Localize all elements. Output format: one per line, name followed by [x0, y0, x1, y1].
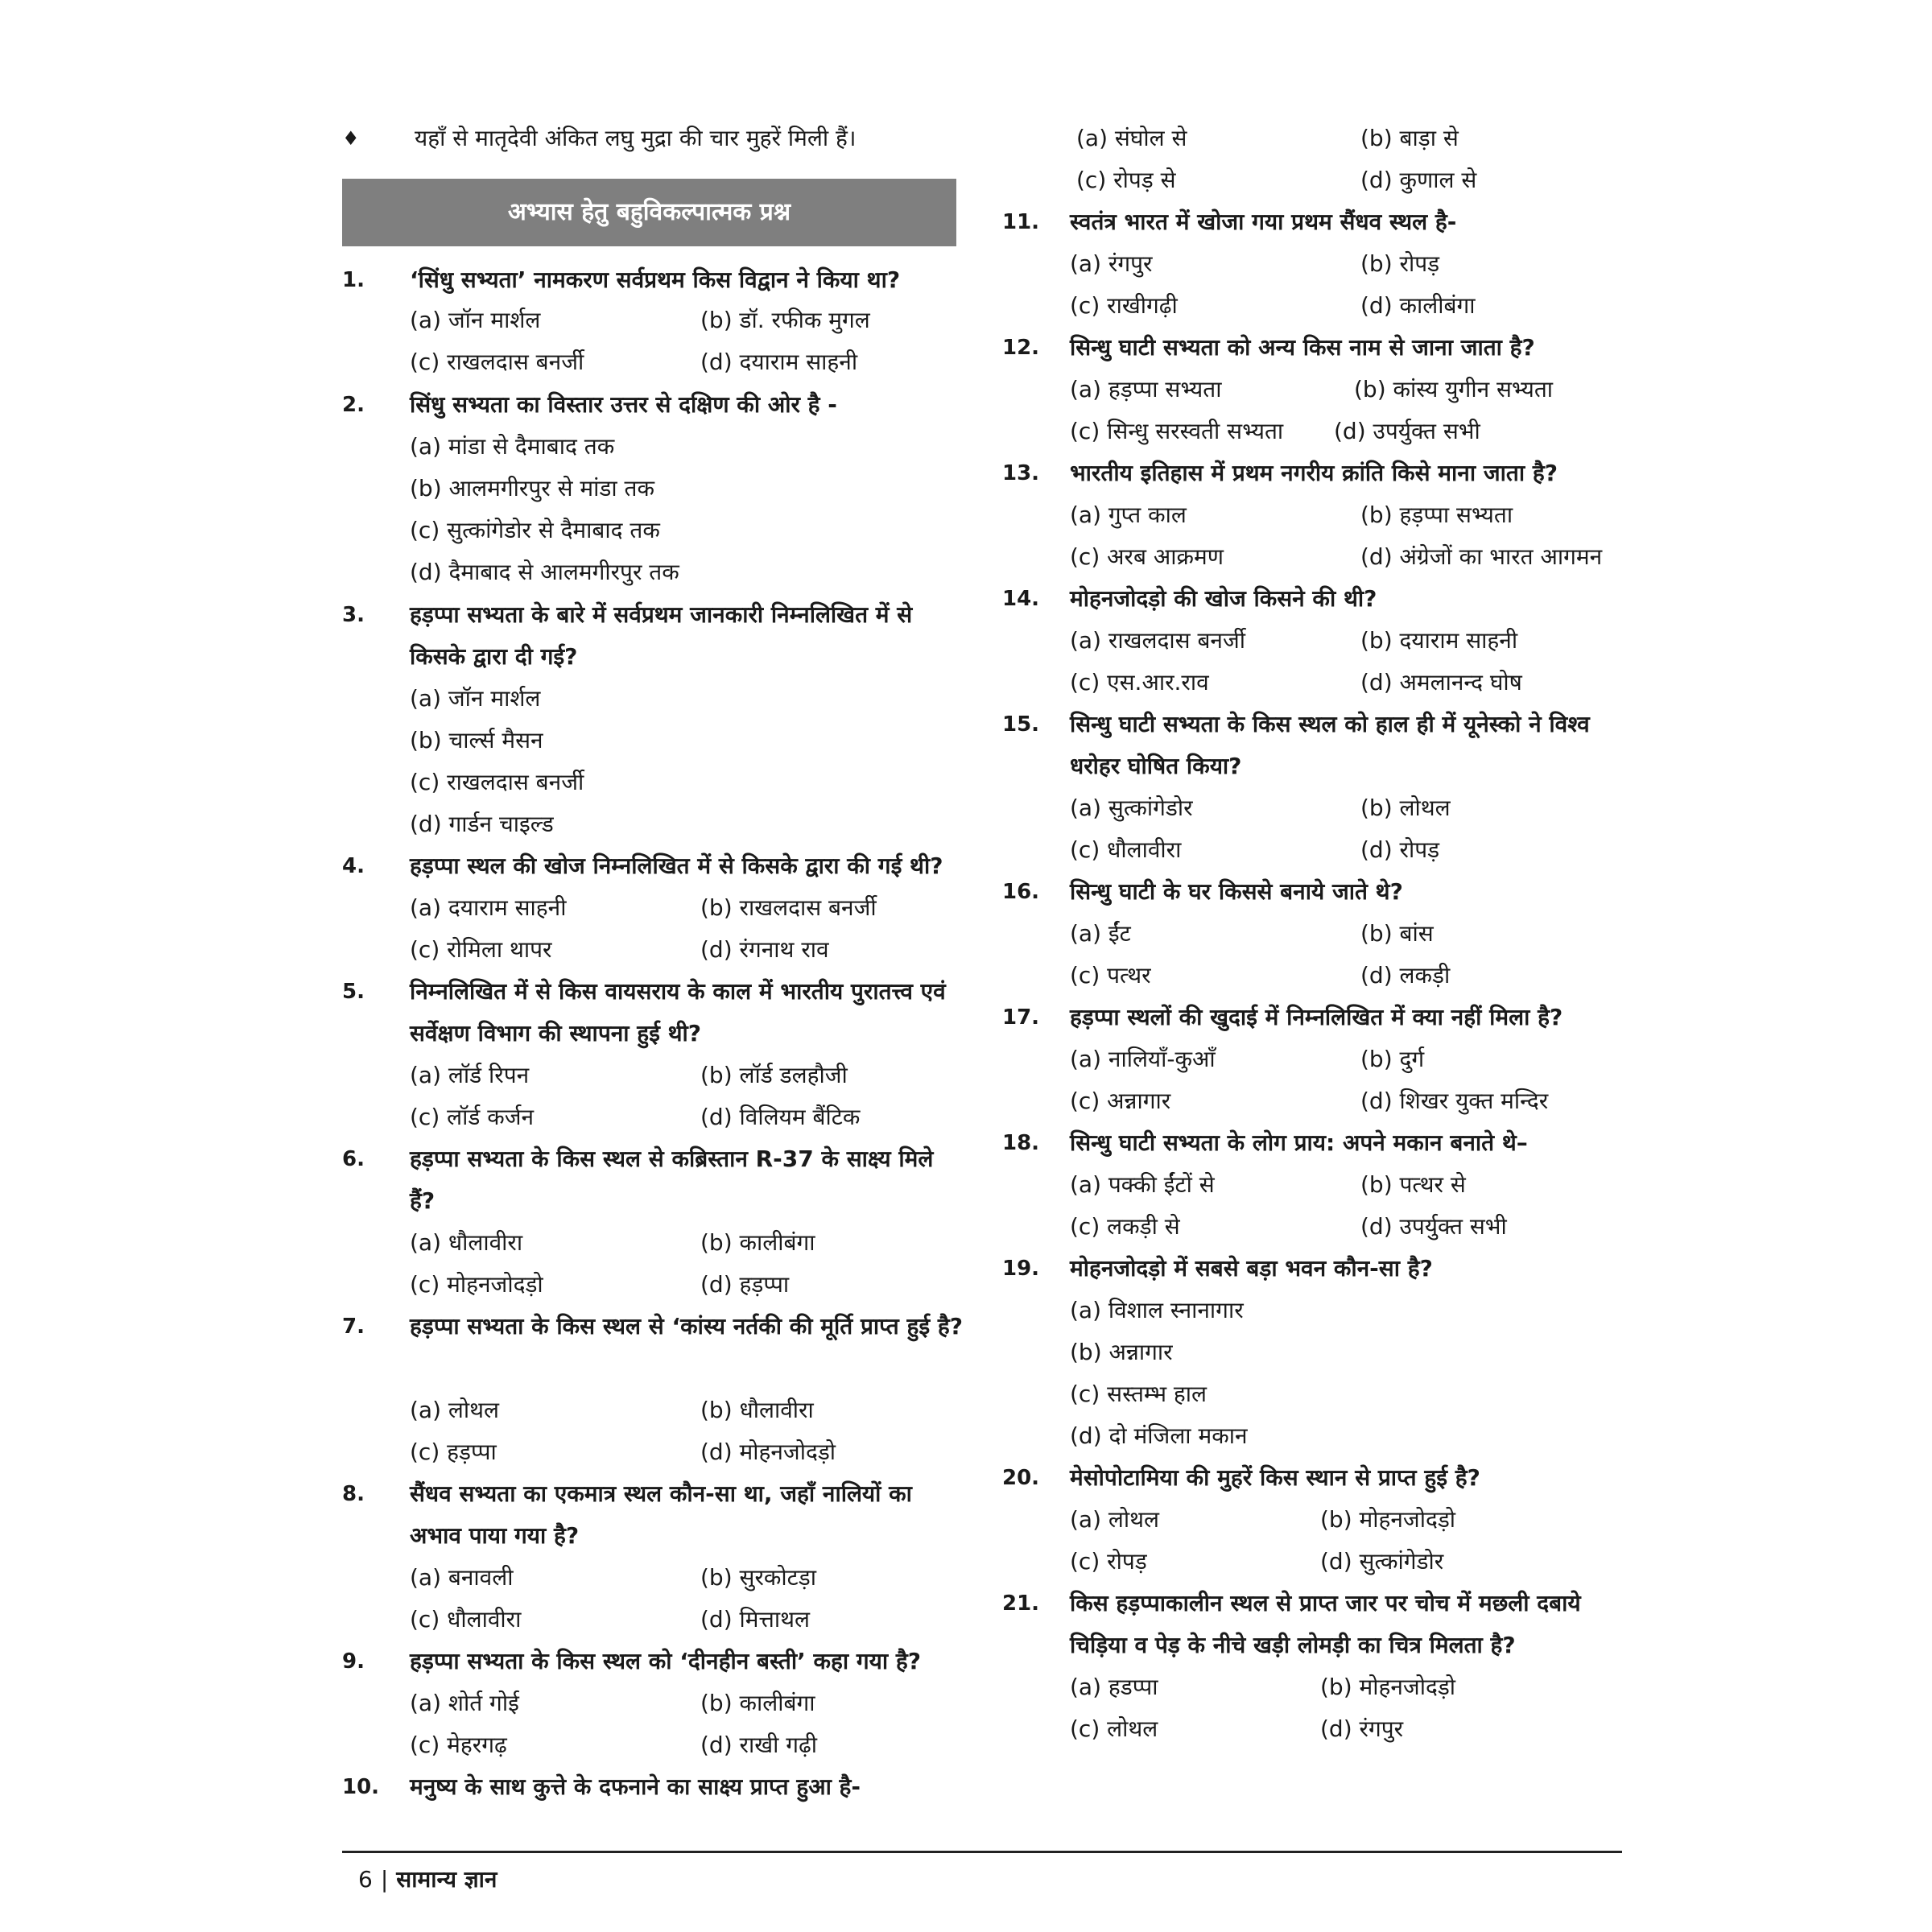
option-b: (b) आलमगीरपुर से मांडा तक [410, 475, 655, 502]
option-a: (a) धौलावीरा [410, 1229, 523, 1256]
option-b: (b) लॉर्ड डलहौजी [700, 1062, 848, 1088]
option-b: (b) पत्थर से [1360, 1171, 1466, 1198]
option-a: (a) नालियाँ-कुआँ [1070, 1046, 1216, 1072]
option-b: (b) डॉ. रफीक मुगल [700, 307, 870, 333]
question-text: ‘सिंधु सभ्यता’ नामकरण सर्वप्रथम किस विद्वान ने किया था? [410, 266, 901, 293]
option-c: (c) रोपड़ से [1076, 167, 1176, 193]
option-b: (b) मोहनजोदड़ो [1320, 1506, 1456, 1533]
option-c: (c) राखीगढ़ी [1070, 292, 1178, 319]
option-d: (d) सुत्कांगेडोर [1320, 1548, 1444, 1575]
question-text: भारतीय इतिहास में प्रथम नगरीय क्रांति किसे माना जाता है? [1070, 460, 1558, 486]
page-number: 6 [358, 1866, 373, 1893]
option-c: (c) सिन्धु सरस्वती सभ्यता [1070, 418, 1284, 444]
option-a: (a) बनावली [410, 1564, 514, 1591]
option-a: (a) जॉन मार्शल [410, 685, 541, 712]
question-number: 20. [1002, 1466, 1040, 1490]
option-d: (d) राखी गढ़ी [700, 1732, 818, 1758]
option-a: (a) संघोल से [1076, 125, 1187, 151]
option-c: (c) राखलदास बनर्जी [410, 349, 584, 375]
question-text: मोहनजोदड़ो में सबसे बड़ा भवन कौन-सा है? [1070, 1255, 1433, 1282]
option-a: (a) लॉर्ड रिपन [410, 1062, 530, 1088]
question-text: सिन्धु घाटी सभ्यता को अन्य किस नाम से जाना जाता है? [1070, 334, 1535, 361]
question-number: 21. [1002, 1591, 1040, 1616]
option-b: (b) धौलावीरा [700, 1397, 814, 1423]
question-text: हड़प्पा सभ्यता के बारे में सर्वप्रथम जानकारी निम्नलिखित में से किसके द्वारा दी गई? [410, 601, 913, 670]
option-d: (d) उपर्युक्त सभी [1334, 418, 1480, 444]
question-text: हड़प्पा सभ्यता के किस स्थल से कब्रिस्तान R-37 के साक्ष्य मिले हैं? [410, 1146, 934, 1214]
question-number: 6. [342, 1147, 365, 1171]
question-text: हड़प्पा सभ्यता के किस स्थल को ‘दीनहीन बस्ती’ कहा गया है? [410, 1648, 921, 1674]
option-c: (c) राखलदास बनर्जी [410, 769, 584, 795]
option-c: (c) मेहरगढ़ [410, 1732, 507, 1758]
option-b: (b) चार्ल्स मैसन [410, 727, 543, 753]
option-d: (d) मोहनजोदड़ो [700, 1439, 836, 1465]
option-d: (d) मित्ताथल [700, 1606, 810, 1633]
option-a: (a) गुप्त काल [1070, 502, 1187, 528]
option-c: (c) रोमिला थापर [410, 936, 552, 963]
question-number: 9. [342, 1649, 365, 1674]
option-a: (a) दयाराम साहनी [410, 894, 567, 921]
option-b: (b) दयाराम साहनी [1360, 627, 1518, 654]
option-c: (c) धौलावीरा [410, 1606, 522, 1633]
question-text: मनुष्य के साथ कुत्ते के दफनाने का साक्ष्य प्राप्त हुआ है- [410, 1773, 861, 1800]
question-number: 4. [342, 854, 365, 878]
option-d: (d) शिखर युक्त मन्दिर [1360, 1088, 1549, 1114]
option-b: (b) बांस [1360, 920, 1434, 947]
option-c: (c) लॉर्ड कर्जन [410, 1104, 535, 1130]
question-text: निम्नलिखित में से किस वायसराय के काल में भारतीय पुरातत्त्व एवं सर्वेक्षण विभाग की स्थापना हुई थी? [410, 978, 946, 1046]
option-a: (a) राखलदास बनर्जी [1070, 627, 1246, 654]
question-number: 11. [1002, 210, 1040, 234]
option-c: (c) अरब आक्रमण [1070, 543, 1224, 570]
question-number: 16. [1002, 880, 1040, 904]
option-a: (a) लोथल [410, 1397, 500, 1423]
option-d: (d) लकड़ी [1360, 962, 1451, 989]
option-a: (a) ईंट [1070, 920, 1131, 947]
option-c: (c) लकड़ी से [1070, 1213, 1180, 1240]
option-d: (d) दो मंजिला मकान [1070, 1422, 1248, 1449]
question-text: सिन्धु घाटी के घर किससे बनाये जाते थे? [1070, 878, 1403, 905]
question-number: 10. [342, 1775, 380, 1799]
question-number: 14. [1002, 587, 1040, 611]
option-a: (a) मांडा से दैमाबाद तक [410, 433, 615, 460]
option-d: (d) रोपड़ [1360, 836, 1440, 863]
question-text: सिन्धु घाटी सभ्यता के लोग प्राय: अपने मकान बनाते थे– [1070, 1129, 1528, 1156]
option-a: (a) हड़प्पा सभ्यता [1070, 376, 1222, 402]
option-c: (c) लोथल [1070, 1715, 1158, 1742]
question-text: सिन्धु घाटी सभ्यता के किस स्थल को हाल ही में यूनेस्को ने विश्व धरोहर घोषित किया? [1070, 711, 1590, 779]
question-text: हड़प्पा सभ्यता के किस स्थल से ‘कांस्य नर्तकी की मूर्ति प्राप्त हुई है? [410, 1313, 963, 1340]
option-a: (a) विशाल स्नानागार [1070, 1297, 1244, 1323]
option-a: (a) हडप्पा [1070, 1674, 1158, 1700]
option-c: (c) पत्थर [1070, 962, 1151, 989]
question-text: हड़प्पा स्थल की खोज निम्नलिखित में से किसके द्वारा की गई थी? [410, 852, 943, 879]
question-number: 12. [1002, 336, 1040, 360]
section-heading: अभ्यास हेतु बहुविकल्पात्मक प्रश्न [507, 198, 791, 226]
option-d: (d) अमलानन्द घोष [1360, 669, 1522, 696]
option-d: (d) दयाराम साहनी [700, 349, 858, 375]
page-footer [358, 1864, 497, 1896]
option-c: (c) एस.आर.राव [1070, 669, 1209, 696]
book-title: सामान्य ज्ञान [396, 1866, 497, 1893]
option-b: (b) अन्नागार [1070, 1339, 1173, 1365]
section-heading-band [342, 179, 956, 246]
option-d: (d) रंगपुर [1320, 1715, 1404, 1742]
option-d: (d) विलियम बैंटिक [700, 1104, 861, 1130]
option-d: (d) हड़प्पा [700, 1271, 790, 1298]
option-b: (b) कांस्य युगीन सभ्यता [1354, 376, 1554, 402]
option-d: (d) कुणाल से [1360, 167, 1477, 193]
option-b: (b) रोपड़ [1360, 250, 1440, 277]
option-a: (a) लोथल [1070, 1506, 1160, 1533]
option-d: (d) रंगनाथ राव [700, 936, 829, 963]
option-b: (b) लोथल [1360, 795, 1451, 821]
question-text: स्वतंत्र भारत में खोजा गया प्रथम सैंधव स्थल है- [1070, 208, 1457, 235]
option-d: (d) गार्डन चाइल्ड [410, 811, 554, 837]
option-c: (c) सस्तम्भ हाल [1070, 1381, 1208, 1407]
option-a: (a) पक्की ईंटों से [1070, 1171, 1215, 1198]
option-b: (b) राखलदास बनर्जी [700, 894, 877, 921]
question-number: 2. [342, 393, 365, 417]
question-text: सैंधव सभ्यता का एकमात्र स्थल कौन-सा था, जहाँ नालियों का अभाव पाया गया है? [410, 1480, 912, 1549]
question-number: 5. [342, 980, 365, 1004]
footer-rule [342, 1851, 1622, 1853]
question-text: मेसोपोटामिया की मुहरें किस स्थान से प्राप्त हुई है? [1070, 1464, 1480, 1491]
diamond-bullet-icon: ♦ [342, 127, 360, 150]
question-number: 18. [1002, 1131, 1040, 1155]
question-number: 17. [1002, 1005, 1040, 1030]
question-number: 8. [342, 1482, 365, 1506]
option-a: (a) सुत्कांगेडोर [1070, 795, 1193, 821]
option-c: (c) मोहनजोदड़ो [410, 1271, 543, 1298]
option-c: (c) हड़प्पा [410, 1439, 497, 1465]
option-a: (a) शोर्त गोई [410, 1690, 519, 1716]
question-number: 19. [1002, 1257, 1040, 1281]
question-text: हड़प्पा स्थलों की खुदाई में निम्नलिखित में क्या नहीं मिला है? [1070, 1004, 1563, 1030]
option-b: (b) कालीबंगा [700, 1690, 815, 1716]
option-d: (d) दैमाबाद से आलमगीरपुर तक [410, 559, 679, 585]
option-b: (b) मोहनजोदड़ो [1320, 1674, 1456, 1700]
question-text: किस हड़प्पाकालीन स्थल से प्राप्त जार पर चोच में मछली दबाये चिड़िया व पेड़ के नीचे खड़ी लोमड़ी का चित्र मिलता है? [1070, 1590, 1581, 1658]
question-text: मोहनजोदड़ो की खोज किसने की थी? [1070, 585, 1377, 612]
option-a: (a) जॉन मार्शल [410, 307, 541, 333]
question-number: 7. [342, 1315, 365, 1339]
option-c: (c) सुत्कांगेडोर से दैमाबाद तक [410, 517, 660, 543]
question-number: 13. [1002, 461, 1040, 485]
option-d: (d) कालीबंगा [1360, 292, 1476, 319]
option-c: (c) धौलावीरा [1070, 836, 1182, 863]
option-a: (a) रंगपुर [1070, 250, 1153, 277]
question-number: 3. [342, 603, 365, 627]
option-b: (b) हड़प्पा सभ्यता [1360, 502, 1513, 528]
option-b: (b) दुर्ग [1360, 1046, 1425, 1072]
option-d: (d) उपर्युक्त सभी [1360, 1213, 1507, 1240]
bullet-note-text: यहाँ से मातृदेवी अंकित लघु मुद्रा की चार मुहरें मिली हैं। [415, 125, 857, 151]
option-b: (b) बाड़ा से [1360, 125, 1459, 151]
footer-separator: | [380, 1866, 389, 1893]
option-b: (b) कालीबंगा [700, 1229, 815, 1256]
option-d: (d) अंग्रेजों का भारत आगमन [1360, 543, 1603, 570]
option-b: (b) सुरकोटड़ा [700, 1564, 817, 1591]
option-c: (c) रोपड़ [1070, 1548, 1147, 1575]
option-c: (c) अन्नागार [1070, 1088, 1171, 1114]
question-number: 15. [1002, 712, 1040, 737]
question-text: सिंधु सभ्यता का विस्तार उत्तर से दक्षिण की ओर है - [410, 391, 837, 418]
question-number: 1. [342, 268, 365, 292]
